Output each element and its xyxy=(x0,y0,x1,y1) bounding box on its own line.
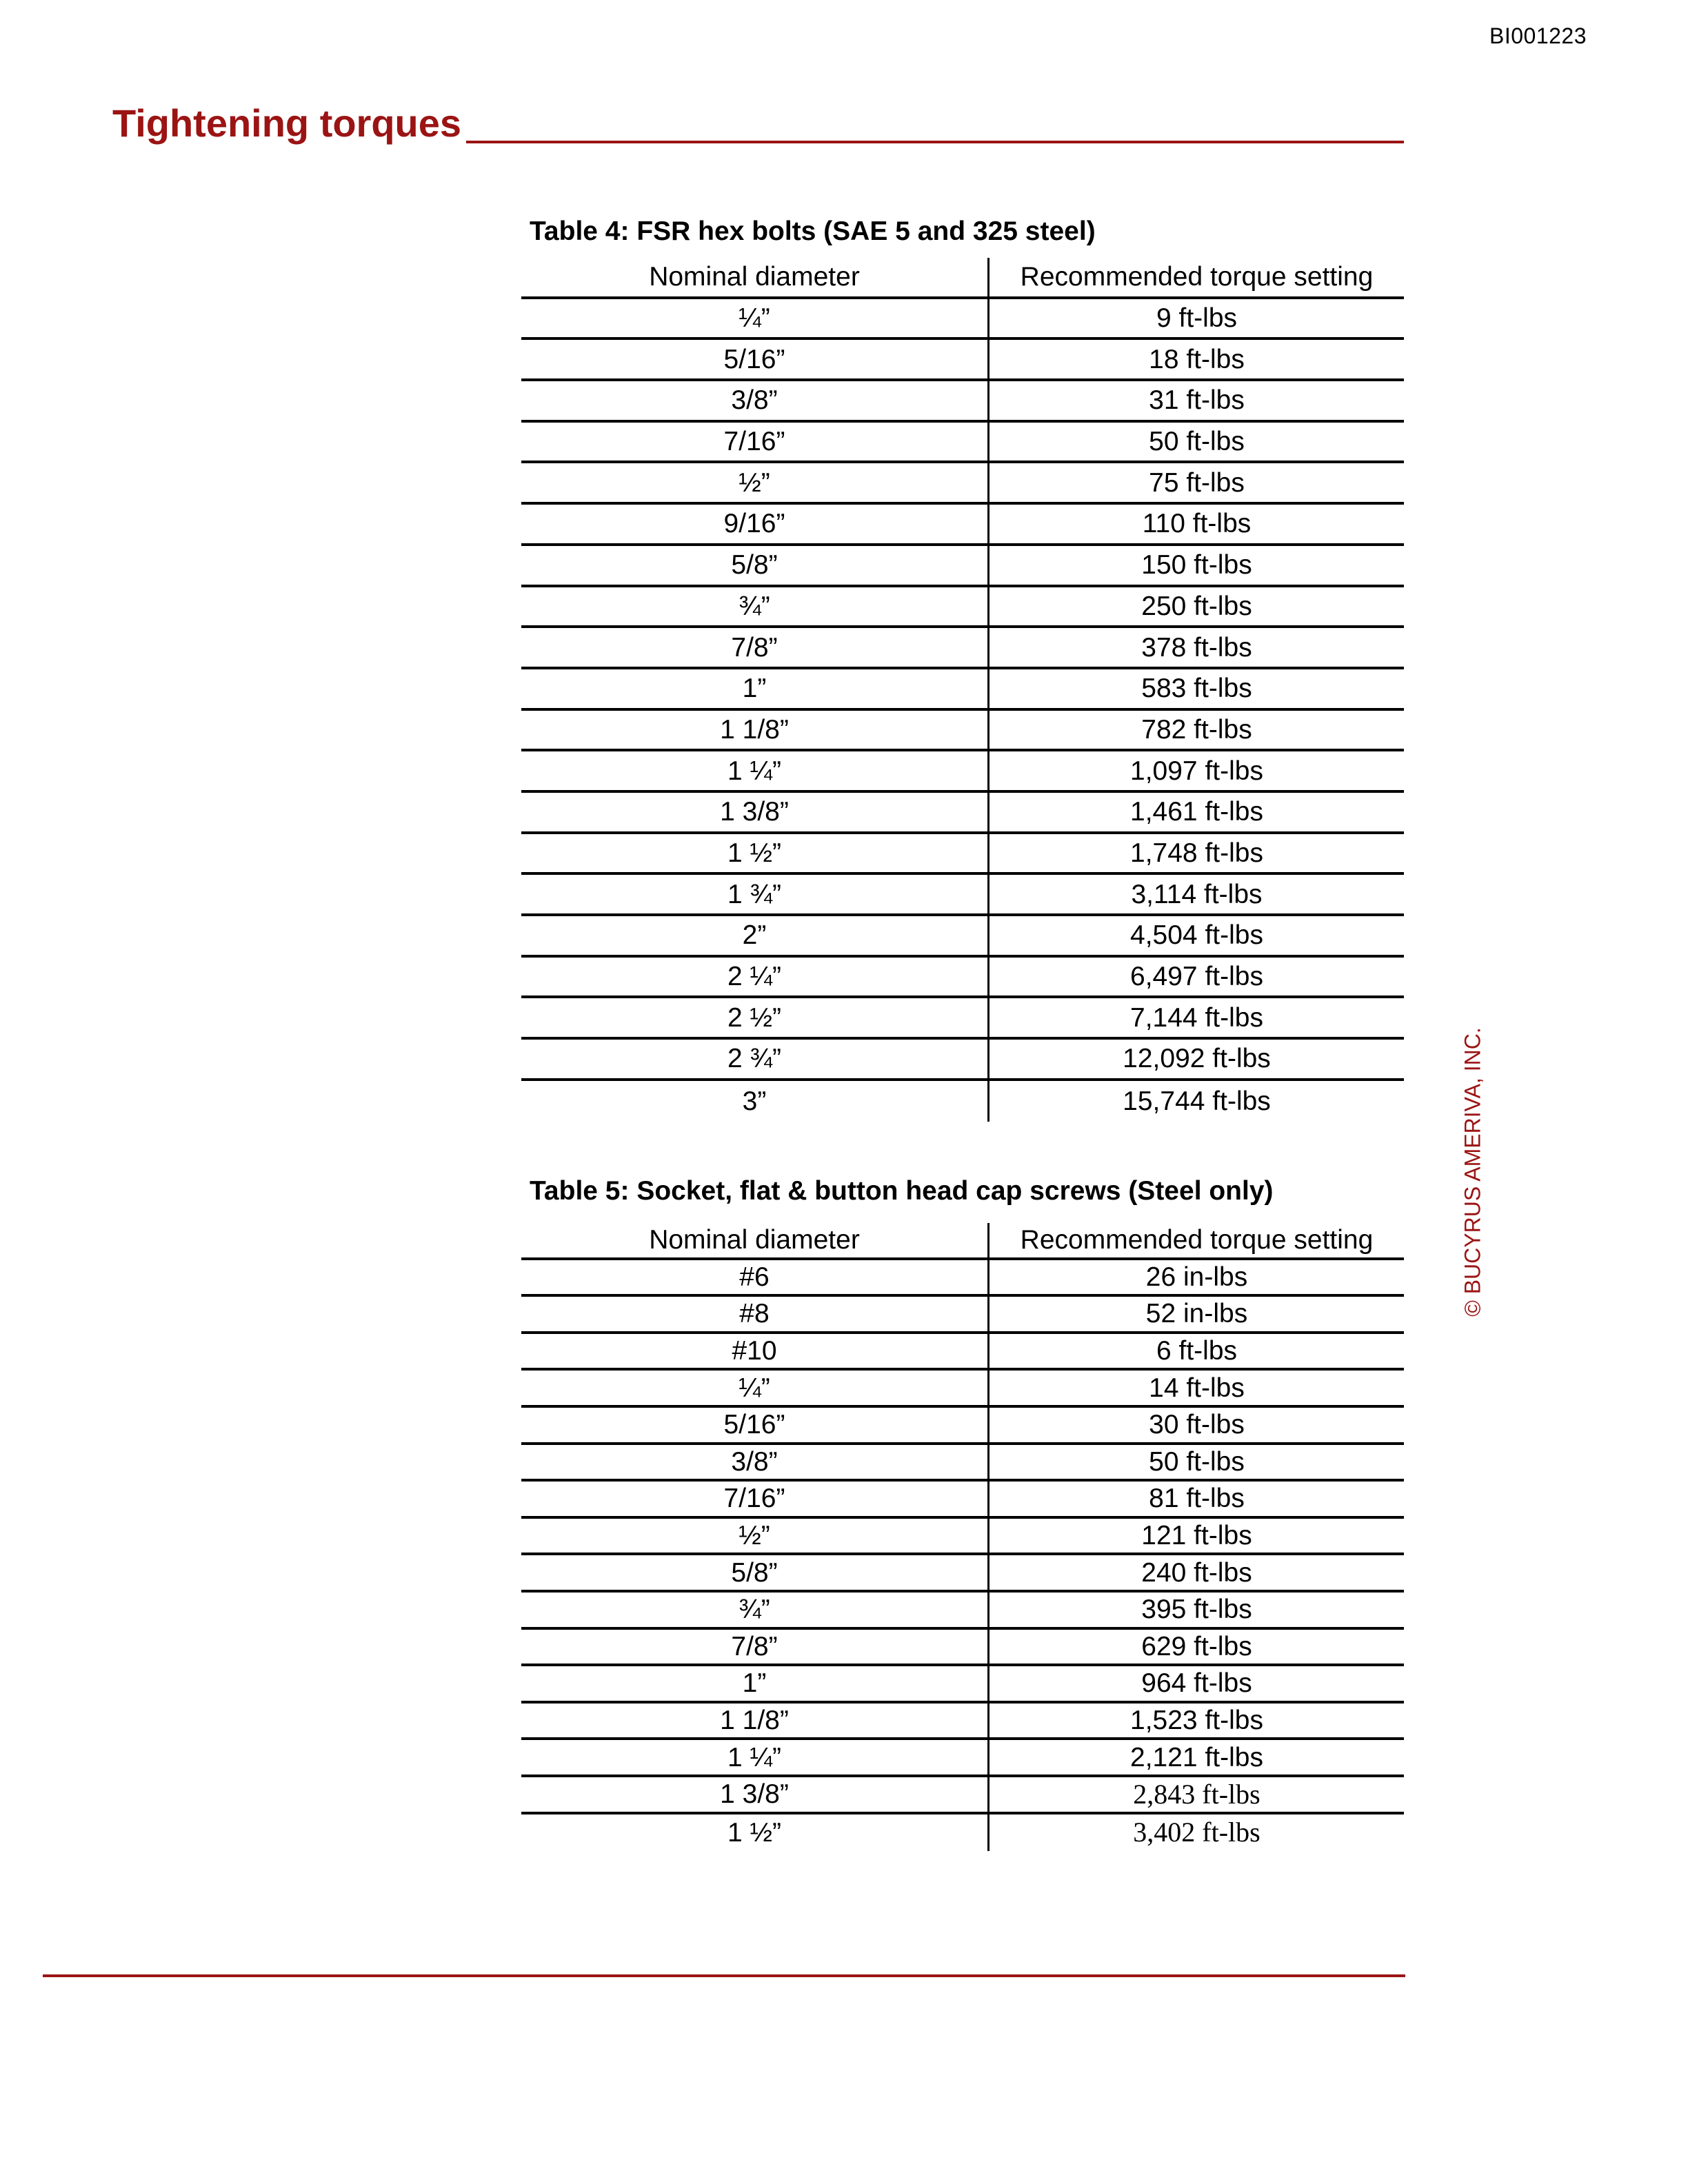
diameter-cell: ¾” xyxy=(738,591,770,621)
diameter-cell: ¾” xyxy=(738,1595,770,1625)
diameter-cell: 5/16” xyxy=(723,344,785,374)
diameter-cell: ½” xyxy=(738,467,770,498)
diameter-cell: 9/16” xyxy=(723,509,785,539)
table-row xyxy=(521,463,1404,505)
diameter-cell: #8 xyxy=(739,1299,770,1329)
table-row xyxy=(521,1081,1404,1122)
torque-cell: 1,461 ft-lbs xyxy=(987,793,1404,831)
torque-cell: 150 ft-lbs xyxy=(987,546,1404,585)
torque-cell: 7,144 ft-lbs xyxy=(987,998,1404,1037)
torque-cell: 121 ft-lbs xyxy=(987,1519,1404,1553)
table4-caption: Table 4: FSR hex bolts (SAE 5 and 325 steel) xyxy=(530,216,1096,246)
diameter-cell: 2” xyxy=(742,920,767,951)
torque-cell: 6 ft-lbs xyxy=(987,1334,1404,1368)
table-row xyxy=(521,834,1404,876)
torque-cell: 9 ft-lbs xyxy=(987,299,1404,338)
torque-cell: 4,504 ft-lbs xyxy=(987,916,1404,955)
table-row xyxy=(521,381,1404,423)
table5-caption: Table 5: Socket, flat & button head cap screws (Steel only) xyxy=(530,1176,1274,1206)
table-row xyxy=(521,628,1404,669)
diameter-cell: 1 ½” xyxy=(727,1817,782,1848)
diameter-cell: 7/16” xyxy=(723,427,785,457)
torque-cell: 2,843 ft-lbs xyxy=(987,1777,1404,1812)
header-nominal-diameter: Nominal diameter xyxy=(649,1225,860,1255)
diameter-cell: 5/8” xyxy=(731,1557,778,1588)
table-header-row xyxy=(521,258,1404,299)
diameter-cell: 3/8” xyxy=(731,1446,778,1477)
diameter-cell: 2 ½” xyxy=(727,1002,782,1033)
torque-cell: 250 ft-lbs xyxy=(987,587,1404,626)
torque-cell: 240 ft-lbs xyxy=(987,1555,1404,1590)
diameter-cell: 1 1/8” xyxy=(720,714,789,745)
torque-cell: 395 ft-lbs xyxy=(987,1593,1404,1627)
diameter-cell: 1 3/8” xyxy=(720,797,789,827)
torque-cell: 110 ft-lbs xyxy=(987,505,1404,543)
table-row xyxy=(521,1777,1404,1814)
torque-cell: 964 ft-lbs xyxy=(987,1666,1404,1701)
footer-rule xyxy=(43,1974,1405,1977)
diameter-cell: #6 xyxy=(739,1262,770,1292)
torque-cell: 50 ft-lbs xyxy=(987,423,1404,461)
table-row xyxy=(521,1666,1404,1703)
diameter-cell: #10 xyxy=(732,1336,777,1366)
table-row xyxy=(521,1040,1404,1081)
header-torque-setting: Recommended torque setting xyxy=(987,1223,1404,1257)
table-row xyxy=(521,916,1404,958)
torque-cell: 629 ft-lbs xyxy=(987,1630,1404,1664)
diameter-cell: 7/8” xyxy=(731,1631,778,1661)
table-header-row xyxy=(521,1223,1404,1260)
table-row xyxy=(521,998,1404,1040)
table-row xyxy=(521,1445,1404,1482)
diameter-cell: ¼” xyxy=(738,1373,770,1403)
diameter-cell: 5/16” xyxy=(723,1410,785,1440)
torque-cell: 583 ft-lbs xyxy=(987,669,1404,708)
diameter-cell: 1 ¾” xyxy=(727,879,782,909)
table-row xyxy=(521,958,1404,999)
torque-cell: 12,092 ft-lbs xyxy=(987,1040,1404,1078)
torque-cell: 15,744 ft-lbs xyxy=(987,1081,1404,1122)
diameter-cell: 1 3/8” xyxy=(720,1779,789,1810)
table-row xyxy=(521,1334,1404,1371)
torque-cell: 3,402 ft-lbs xyxy=(987,1814,1404,1852)
diameter-cell: ½” xyxy=(738,1521,770,1551)
diameter-cell: 1 ½” xyxy=(727,838,782,868)
diameter-cell: 1 ¼” xyxy=(727,1742,782,1772)
diameter-cell: 3” xyxy=(742,1086,767,1117)
diameter-cell: 1 ¼” xyxy=(727,756,782,786)
torque-cell: 14 ft-lbs xyxy=(987,1371,1404,1405)
table-row xyxy=(521,505,1404,546)
table4 xyxy=(521,258,1404,1122)
diameter-cell: 1” xyxy=(742,1668,767,1699)
torque-cell: 52 in-lbs xyxy=(987,1297,1404,1331)
table-row xyxy=(521,711,1404,752)
diameter-cell: 2 ¼” xyxy=(727,962,782,992)
table-row xyxy=(521,546,1404,587)
diameter-cell: 7/8” xyxy=(731,632,778,663)
table-row xyxy=(521,1703,1404,1741)
table-row xyxy=(521,423,1404,464)
torque-cell: 1,748 ft-lbs xyxy=(987,834,1404,873)
torque-cell: 31 ft-lbs xyxy=(987,381,1404,420)
torque-cell: 1,523 ft-lbs xyxy=(987,1703,1404,1738)
table-row xyxy=(521,1297,1404,1334)
table-row xyxy=(521,669,1404,711)
table-row xyxy=(521,1555,1404,1593)
torque-cell: 81 ft-lbs xyxy=(987,1482,1404,1516)
table-row xyxy=(521,793,1404,834)
document-id: BI001223 xyxy=(1489,23,1587,48)
table-row xyxy=(521,1408,1404,1445)
copyright-notice: © BUCYRUS AMERIVA, INC. xyxy=(1460,1027,1485,1317)
torque-cell: 75 ft-lbs xyxy=(987,463,1404,502)
torque-cell: 50 ft-lbs xyxy=(987,1445,1404,1479)
diameter-cell: 7/16” xyxy=(723,1484,785,1514)
header-nominal-diameter: Nominal diameter xyxy=(649,262,860,292)
table-row xyxy=(521,340,1404,381)
torque-cell: 782 ft-lbs xyxy=(987,711,1404,749)
diameter-cell: 5/8” xyxy=(731,550,778,580)
torque-cell: 2,121 ft-lbs xyxy=(987,1740,1404,1775)
page-title: Tightening torques xyxy=(112,101,462,145)
torque-cell: 6,497 ft-lbs xyxy=(987,958,1404,996)
torque-cell: 3,114 ft-lbs xyxy=(987,875,1404,913)
torque-cell: 1,097 ft-lbs xyxy=(987,751,1404,790)
table5 xyxy=(521,1223,1404,1851)
table-row xyxy=(521,1371,1404,1408)
table-row xyxy=(521,299,1404,341)
table-row xyxy=(521,1814,1404,1852)
torque-cell: 18 ft-lbs xyxy=(987,340,1404,378)
table-row xyxy=(521,1482,1404,1519)
table-row xyxy=(521,1630,1404,1667)
table-row xyxy=(521,751,1404,793)
table-row xyxy=(521,875,1404,916)
title-underline xyxy=(466,141,1404,143)
torque-cell: 30 ft-lbs xyxy=(987,1408,1404,1442)
diameter-cell: 1 1/8” xyxy=(720,1706,789,1736)
table-row xyxy=(521,1519,1404,1556)
diameter-cell: ¼” xyxy=(738,303,770,334)
diameter-cell: 1” xyxy=(742,674,767,704)
header-torque-setting: Recommended torque setting xyxy=(987,258,1404,296)
table-row xyxy=(521,1260,1404,1297)
torque-cell: 378 ft-lbs xyxy=(987,628,1404,667)
table-row xyxy=(521,587,1404,629)
diameter-cell: 2 ¾” xyxy=(727,1044,782,1074)
table-row xyxy=(521,1593,1404,1630)
diameter-cell: 3/8” xyxy=(731,385,778,416)
torque-cell: 26 in-lbs xyxy=(987,1260,1404,1295)
table-row xyxy=(521,1740,1404,1777)
